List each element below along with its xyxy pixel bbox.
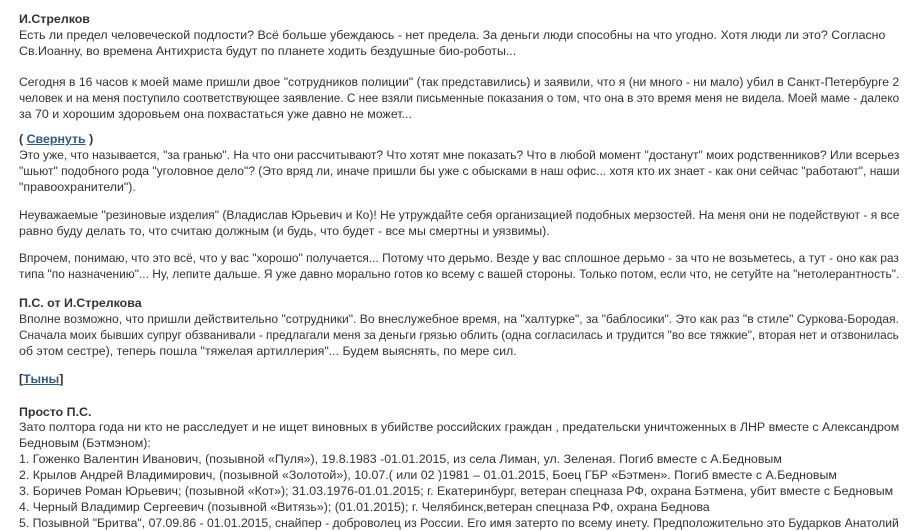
text-line: Бедновым (Бэтмэном): bbox=[19, 436, 151, 450]
text-line: за 70 и хорошим здоровьем она похвастаться уже давно не может... bbox=[19, 107, 412, 121]
text-line: "правоохранители"). bbox=[19, 180, 136, 194]
paren-close: ) bbox=[85, 132, 94, 146]
paragraph bbox=[19, 27, 899, 59]
list-item: 3. Боричев Роман Юрьевич; (позывной «Кот»); 31.03.1976-01.01.2015; г. Екатеринбург, ветеран спецназа РФ, охрана Бэтмена, убит вместе с Бедновым bbox=[19, 484, 894, 498]
text-line: об этом сестре), теперь пошла "тяжелая артиллерия"... Будем выяснять, по мере сил. bbox=[19, 344, 517, 358]
text-line: Зато полтора года ни кто не расследует и не ищет виновных в убийстве российских граждан , предательски уничтоженных в ЛНР вместе с Александром bbox=[19, 420, 900, 434]
text-line: человек и на меня поступило соответствующее заявление. С нее взяли письменные показания о том, что она в это время меня не видела. Моей маме - далеко bbox=[19, 91, 900, 105]
bracket-open: [ bbox=[19, 372, 24, 386]
list-item: 1. Гоженко Валентин Иванович, (позывной «Пуля»), 19.8.1983 -01.01.2015, из села Лиман, ул. Зеленая. Погиб вместе с А.Беднoвым bbox=[19, 452, 782, 466]
text-line: "шьют" подобного рода "уголовное дело"? (Это вряд ли, иначе пришли бы уже с обысками в наш офис... хотя кто их знает - как они сейчас "работают", наши bbox=[19, 164, 900, 178]
source-link-wrapper bbox=[19, 371, 899, 387]
text-line: Сначала моих бывших супруг обзванивали - предлагали меня за деньги грязью облить (одна согласилась и трудится "во все тяжкие", вторая нет и отзвонилась bbox=[19, 328, 899, 342]
paragraph bbox=[19, 250, 899, 282]
text-line: Св.Иоанну, во времена Антихриста будут по планете ходить бездушные био-роботы... bbox=[19, 44, 517, 58]
ps2-heading: Просто П.С. bbox=[19, 405, 92, 419]
text-line: Неуважаемые "резиновые изделия" (Владислав Юрьевич и Ко)! Не утруждайте себя организацией подобных мерзостей. На меня они не подействуют - я все bbox=[19, 208, 900, 222]
text-line: типа "по назначению"... Ну, лепите дальше. Я уже давно морально готов ко всему с вашей стороны. Только потом, если что, не сетуйте на "нетолерантность". bbox=[19, 267, 900, 281]
paragraph bbox=[19, 311, 899, 359]
victims-list bbox=[19, 451, 899, 531]
paren-open: ( bbox=[19, 132, 27, 146]
ps-heading: П.С. от И.Стрелкова bbox=[19, 296, 142, 310]
collapse-toggle bbox=[19, 131, 899, 147]
source-link[interactable]: Тыны bbox=[23, 372, 60, 386]
text-line: Вполне возможно, что пришли действительно "сотрудники". Во внеслужебное время, на "халтурке", за "баблосики". Это как раз "в стиле" Суркова-Бородая. bbox=[19, 312, 899, 326]
text-line: Впрочем, понимаю, что это всё, что у вас "хорошо" получается... Потому что дерьмо. Везде у вас сплошное дерьмо - за что не возьметесь, а тут - оно как раз bbox=[19, 251, 899, 265]
paragraph bbox=[19, 207, 899, 239]
text-line: Есть ли предел человеческой подлости? Всё больше убеждаюсь - нет предела. За деньги люди способны на что угодно. Хотя люди ли это? Согласно bbox=[19, 28, 886, 42]
paragraph bbox=[19, 147, 899, 195]
collapse-link[interactable]: Свернуть bbox=[26, 132, 86, 146]
text-line: равно буду делать то, что считаю должным (и будь, что будет - все мы смертны и уязвимы). bbox=[19, 224, 550, 238]
list-item: 2. Крылов Андрей Владимирович, (позывной «Золотой»), 10.07.( или 02 )1981 – 01.01.2015, Боец ГБР «Бэтмен». Погиб вместе с А.Беднoвым bbox=[19, 468, 837, 482]
list-item: 4. Черный Владимир Сергеевич (позывной «Витязь»); (01.01.2015); г. Челябинск,ветеран спецназа РФ, охрана Беднова bbox=[19, 500, 710, 514]
text-line: Сегодня в 16 часов к моей маме пришли двое "сотрудников полиции" (так представились) и заявили, что я (ни много - ни мало) убил в Санкт-Петербурге 2 bbox=[19, 75, 900, 89]
paragraph bbox=[19, 74, 899, 122]
paragraph bbox=[19, 419, 899, 451]
bracket-close: ] bbox=[59, 372, 64, 386]
author-heading: И.Стрелков bbox=[19, 12, 90, 26]
list-item: 5. Позывной "Бритва", 07.09.86 - 01.01.2015, снайпер - доброволец из России. Его имя затерто по всему инету. Предположительно это Бударков Анатолий bbox=[19, 516, 899, 530]
text-line: Это уже, что называется, "за гранью". На что они рассчитывают? Что хотят мне показать? Что в любой момент "достанут" моих родственников? Или всерьез bbox=[19, 148, 900, 162]
